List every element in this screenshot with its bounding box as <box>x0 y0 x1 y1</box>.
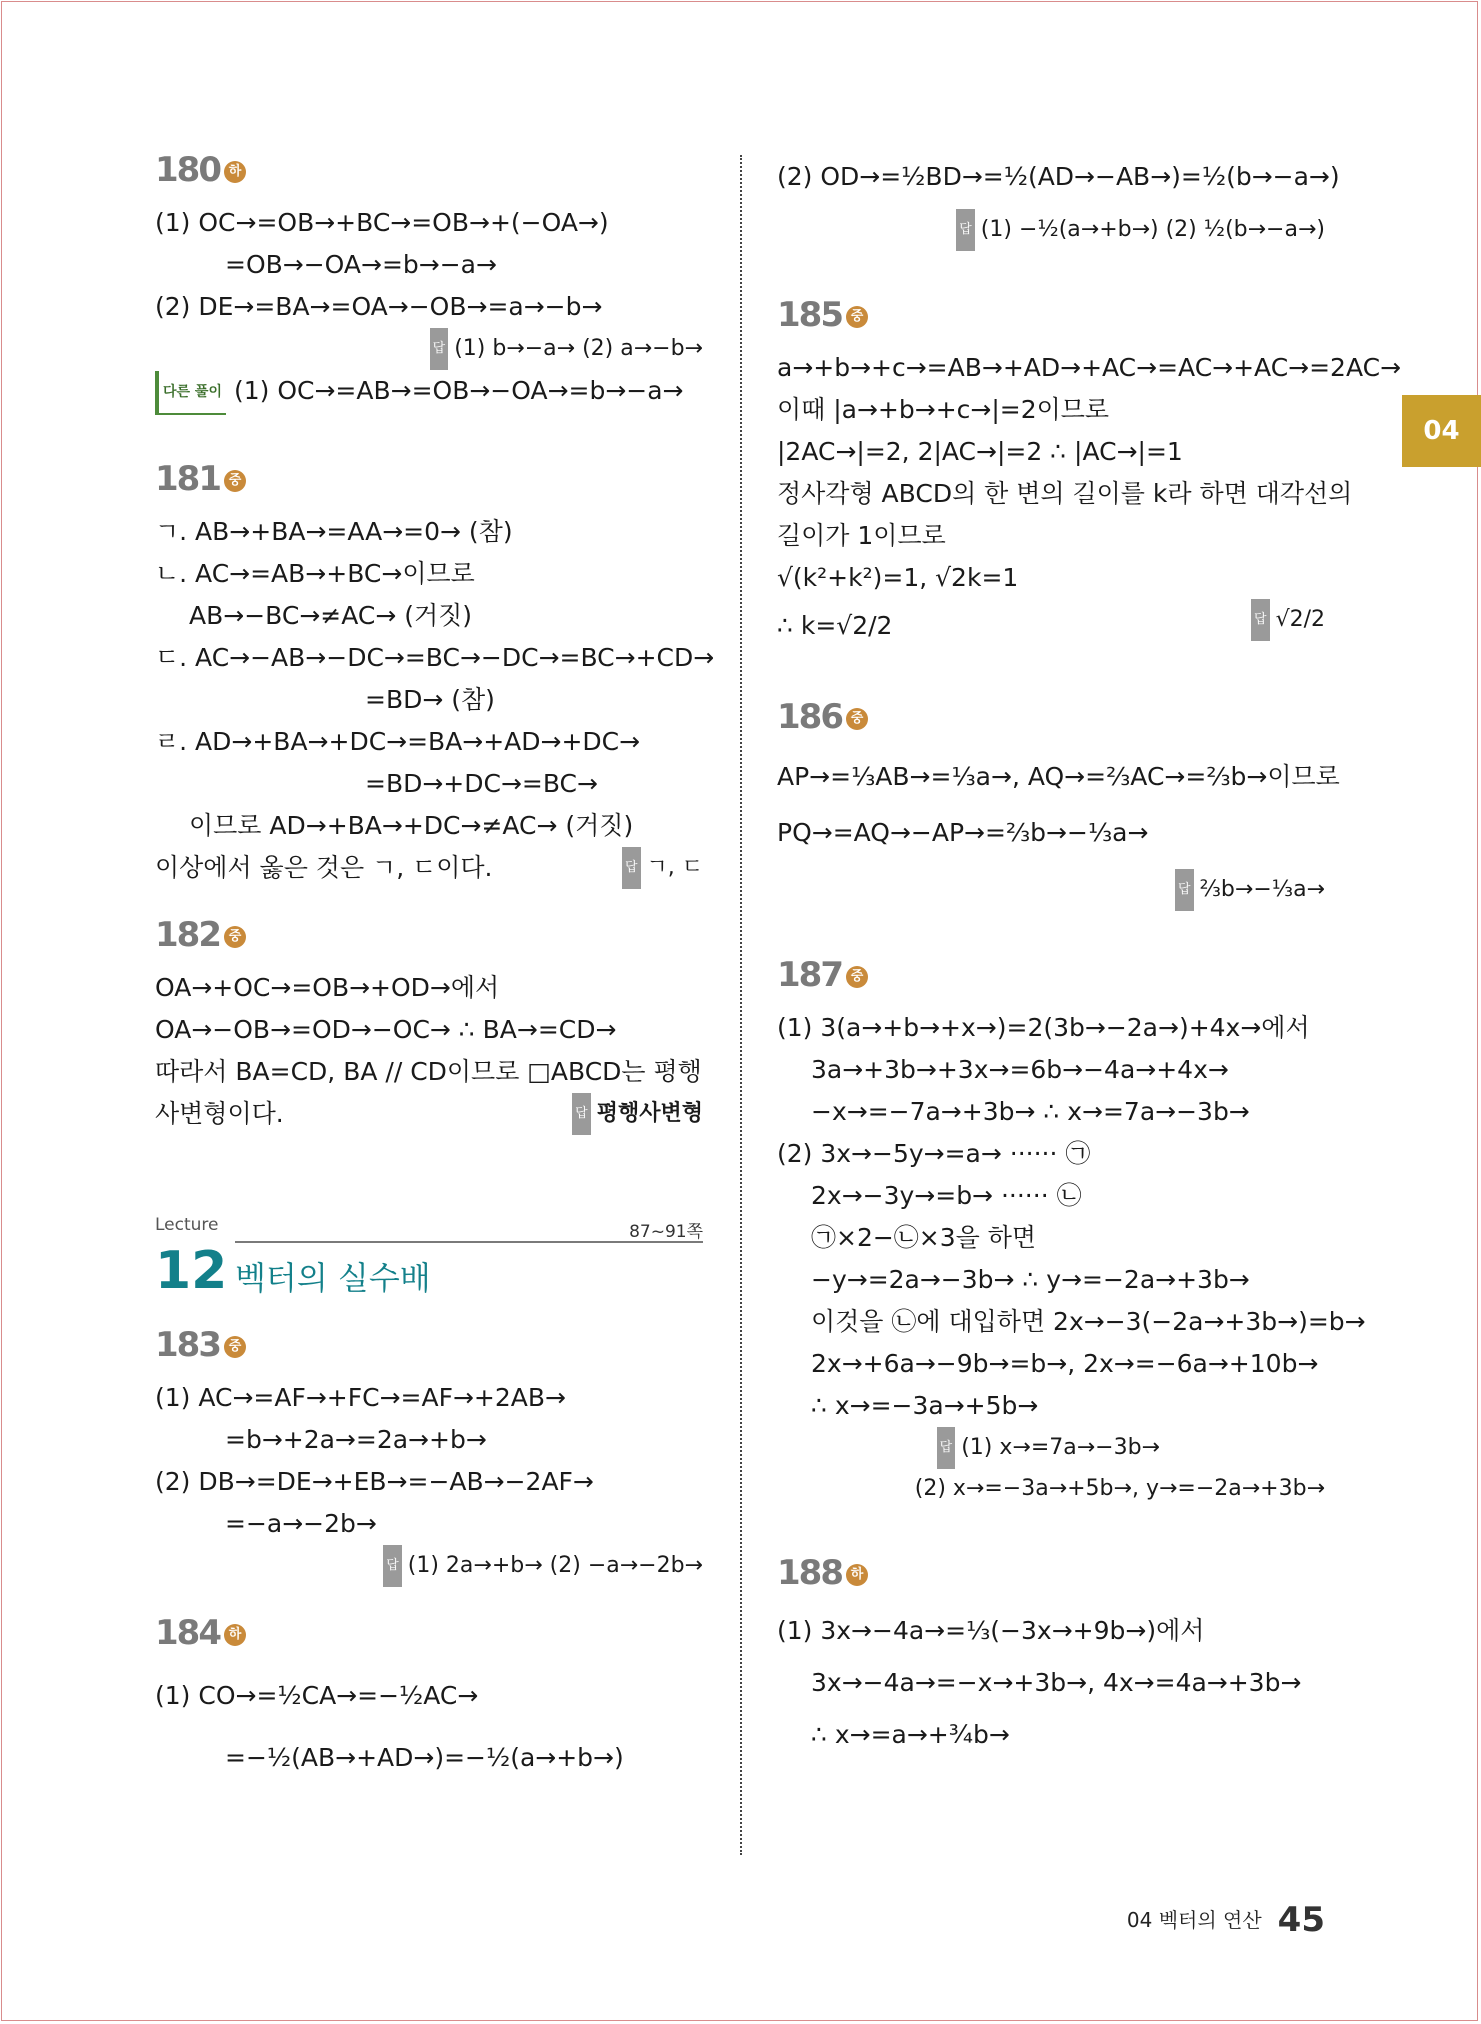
solution-line: (2) DB→=DE→+EB→=−AB→−2AF→ <box>155 1467 594 1496</box>
solution-line: ∴ x→=−3a→+5b→ <box>811 1391 1039 1420</box>
solution-line: ㄹ. AD→+BA→+DC→=BA→+AD→+DC→ <box>155 727 641 756</box>
answer-line <box>777 869 1325 911</box>
answer-text: √2/2 <box>1275 607 1325 632</box>
solution-line: −x→=−7a→+3b→ ∴ x→=7a→−3b→ <box>811 1097 1250 1126</box>
solution-line: ㄴ. AC→=AB→+BC→이므로 <box>155 559 475 588</box>
lecture-rule <box>235 1241 703 1243</box>
difficulty-badge: 중 <box>846 966 868 988</box>
answer-line <box>155 328 703 370</box>
problem-number: 186 <box>777 697 842 737</box>
answer-badge: 답 <box>1251 599 1270 641</box>
lecture-title: 벡터의 실수배 <box>235 1259 431 1297</box>
answer-line <box>777 1469 1325 1509</box>
solution-line: (1) 3(a→+b→+x→)=2(3b→−2a→)+4x→에서 <box>777 1013 1310 1042</box>
problem-number: 182 <box>155 915 220 955</box>
solution-line: (1) OC→=OB→+BC→=OB→+(−OA→) <box>155 208 609 237</box>
problem-number: 181 <box>155 459 220 499</box>
problem-180-header <box>155 150 703 190</box>
solution-line: PQ→=AQ→−AP→=⅔b→−⅓a→ <box>777 818 1149 847</box>
solution-line: AP→=⅓AB→=⅓a→, AQ→=⅔AC→=⅔b→이므로 <box>777 762 1340 791</box>
answer-badge: 답 <box>430 328 449 370</box>
problem-184-header <box>155 1613 703 1653</box>
solution-line: (2) DE→=BA→=OA→−OB→=a→−b→ <box>155 292 603 321</box>
solution-text: ∴ k=√2/2 <box>777 611 893 640</box>
solution-line: |2AC→|=2, 2|AC→|=2 ∴ |AC→|=1 <box>777 437 1183 466</box>
answer-text: (2) x→=−3a→+5b→, y→=−2a→+3b→ <box>914 1476 1325 1501</box>
alt-solution-line <box>155 370 703 415</box>
problem-183-header <box>155 1325 703 1365</box>
lecture-page-range: 87~91쪽 <box>629 1222 703 1242</box>
answer-badge: 답 <box>937 1427 956 1469</box>
solution-line: −y→=2a→−3b→ ∴ y→=−2a→+3b→ <box>811 1265 1250 1294</box>
solution-text: 사변형이다. <box>155 1099 284 1128</box>
solution-line: 2x→−3y→=b→ ······ ㉡ <box>811 1181 1082 1210</box>
problem-number: 180 <box>155 150 220 190</box>
solution-line: OA→+OC→=OB→+OD→에서 <box>155 973 500 1002</box>
problem-number: 188 <box>777 1553 842 1593</box>
alt-solution-badge: 다른 풀이 <box>155 371 226 415</box>
difficulty-badge: 하 <box>846 1564 868 1586</box>
solution-line: 2x→+6a→−9b→=b→, 2x→=−6a→+10b→ <box>811 1349 1319 1378</box>
problem-181-header <box>155 459 703 499</box>
answer-line <box>572 1093 703 1135</box>
answer-line <box>155 1545 703 1587</box>
solution-line <box>155 1093 703 1135</box>
answer-line <box>1251 599 1325 653</box>
lecture-number: 12 <box>155 1241 228 1301</box>
solution-line: OA→−OB→=OD→−OC→ ∴ BA→=CD→ <box>155 1015 617 1044</box>
answer-badge: 답 <box>383 1545 402 1587</box>
solution-line: AB→−BC→≠AC→ (거짓) <box>189 601 473 630</box>
answer-line <box>622 847 703 889</box>
answer-text: 평행사변형 <box>596 1101 703 1126</box>
answer-badge: 답 <box>1175 869 1194 911</box>
problem-number: 184 <box>155 1613 220 1653</box>
answer-badge: 답 <box>622 847 641 889</box>
solution-line: (2) 3x→−5y→=a→ ······ ㉠ <box>777 1139 1091 1168</box>
problem-number: 187 <box>777 955 842 995</box>
solution-line: =BD→+DC→=BC→ <box>365 769 598 798</box>
solution-line: a→+b→+c→=AB→+AD→+AC→=AC→+AC→=2AC→ <box>777 353 1402 382</box>
solution-line: 정사각형 ABCD의 한 변의 길이를 k라 하면 대각선의 <box>777 479 1353 508</box>
problem-185-header <box>777 295 1325 335</box>
solution-line <box>155 847 703 889</box>
difficulty-badge: 하 <box>224 1624 246 1646</box>
solution-line: 3x→−4a→=−x→+3b→, 4x→=4a→+3b→ <box>811 1668 1302 1697</box>
page-footer <box>1127 1900 1325 1940</box>
solution-line: 따라서 BA=CD, BA // CD이므로 □ABCD는 평행 <box>155 1057 702 1086</box>
problem-188-header <box>777 1553 1325 1593</box>
solution-line: (2) OD→=½BD→=½(AD→−AB→)=½(b→−a→) <box>777 162 1340 191</box>
solution-line: (1) CO→=½CA→=−½AC→ <box>155 1681 479 1710</box>
solution-line: =BD→ (참) <box>365 685 495 714</box>
solution-line: ㄷ. AC→−AB→−DC→=BC→−DC→=BC→+CD→ <box>155 643 715 672</box>
lecture-header <box>155 1215 703 1325</box>
left-column <box>155 150 715 1789</box>
problem-number: 183 <box>155 1325 220 1365</box>
difficulty-badge: 중 <box>846 708 868 730</box>
difficulty-badge: 중 <box>846 306 868 328</box>
footer-chapter: 04 벡터의 연산 <box>1126 1908 1262 1932</box>
solution-line: 이것을 ㉡에 대입하면 2x→−3(−2a→+3b→)=b→ <box>811 1307 1366 1336</box>
solution-line: (1) AC→=AF→+FC→=AF→+2AB→ <box>155 1383 566 1412</box>
solution-line: =−a→−2b→ <box>225 1509 377 1538</box>
solution-line: √(k²+k²)=1, √2k=1 <box>777 563 1019 592</box>
right-column <box>777 155 1402 1761</box>
answer-line <box>777 209 1325 251</box>
alt-solution-text: (1) OC→=AB→=OB→−OA→=b→−a→ <box>233 376 684 405</box>
answer-badge: 답 <box>956 209 975 251</box>
solution-line: =OB→−OA→=b→−a→ <box>225 250 497 279</box>
solution-line: 3a→+3b→+3x→=6b→−4a→+4x→ <box>811 1055 1229 1084</box>
chapter-side-tab: 04 <box>1402 395 1481 467</box>
page-number: 45 <box>1277 1900 1325 1940</box>
difficulty-badge: 중 <box>224 926 246 948</box>
solution-line: 이므로 AD→+BA→+DC→≠AC→ (거짓) <box>189 811 634 840</box>
answer-badge: 답 <box>572 1093 591 1135</box>
answer-text: ⅔b→−⅓a→ <box>1199 877 1325 902</box>
solution-line: ㄱ. AB→+BA→=AA→=0→ (참) <box>155 517 513 546</box>
problem-182-header <box>155 915 703 955</box>
problem-187-header <box>777 955 1325 995</box>
problem-186-header <box>777 697 1325 737</box>
solution-line: 길이가 1이므로 <box>777 521 946 550</box>
column-divider <box>740 155 742 1855</box>
solution-line: =b→+2a→=2a→+b→ <box>225 1425 487 1454</box>
difficulty-badge: 하 <box>224 161 246 183</box>
answer-line <box>777 1427 1325 1469</box>
answer-text: (1) b→−a→ (2) a→−b→ <box>454 336 703 361</box>
solution-line: ∴ x→=a→+¾b→ <box>811 1720 1010 1749</box>
answer-text: (1) −½(a→+b→) (2) ½(b→−a→) <box>980 217 1325 242</box>
difficulty-badge: 중 <box>224 1336 246 1358</box>
answer-text: (1) x→=7a→−3b→ <box>961 1435 1160 1460</box>
solution-line: =−½(AB→+AD→)=−½(a→+b→) <box>225 1743 624 1772</box>
solution-line: (1) 3x→−4a→=⅓(−3x→+9b→)에서 <box>777 1616 1205 1645</box>
lecture-label: Lecture <box>155 1215 219 1235</box>
solution-line: ㉠×2−㉡×3을 하면 <box>811 1223 1037 1252</box>
solution-text: 이상에서 옳은 것은 ㄱ, ㄷ이다. <box>155 853 493 882</box>
answer-text: ㄱ, ㄷ <box>646 855 703 880</box>
solution-line <box>777 599 1325 653</box>
solution-line: 이때 |a→+b→+c→|=2이므로 <box>777 395 1110 424</box>
difficulty-badge: 중 <box>224 470 246 492</box>
problem-number: 185 <box>777 295 842 335</box>
answer-text: (1) 2a→+b→ (2) −a→−2b→ <box>407 1553 703 1578</box>
